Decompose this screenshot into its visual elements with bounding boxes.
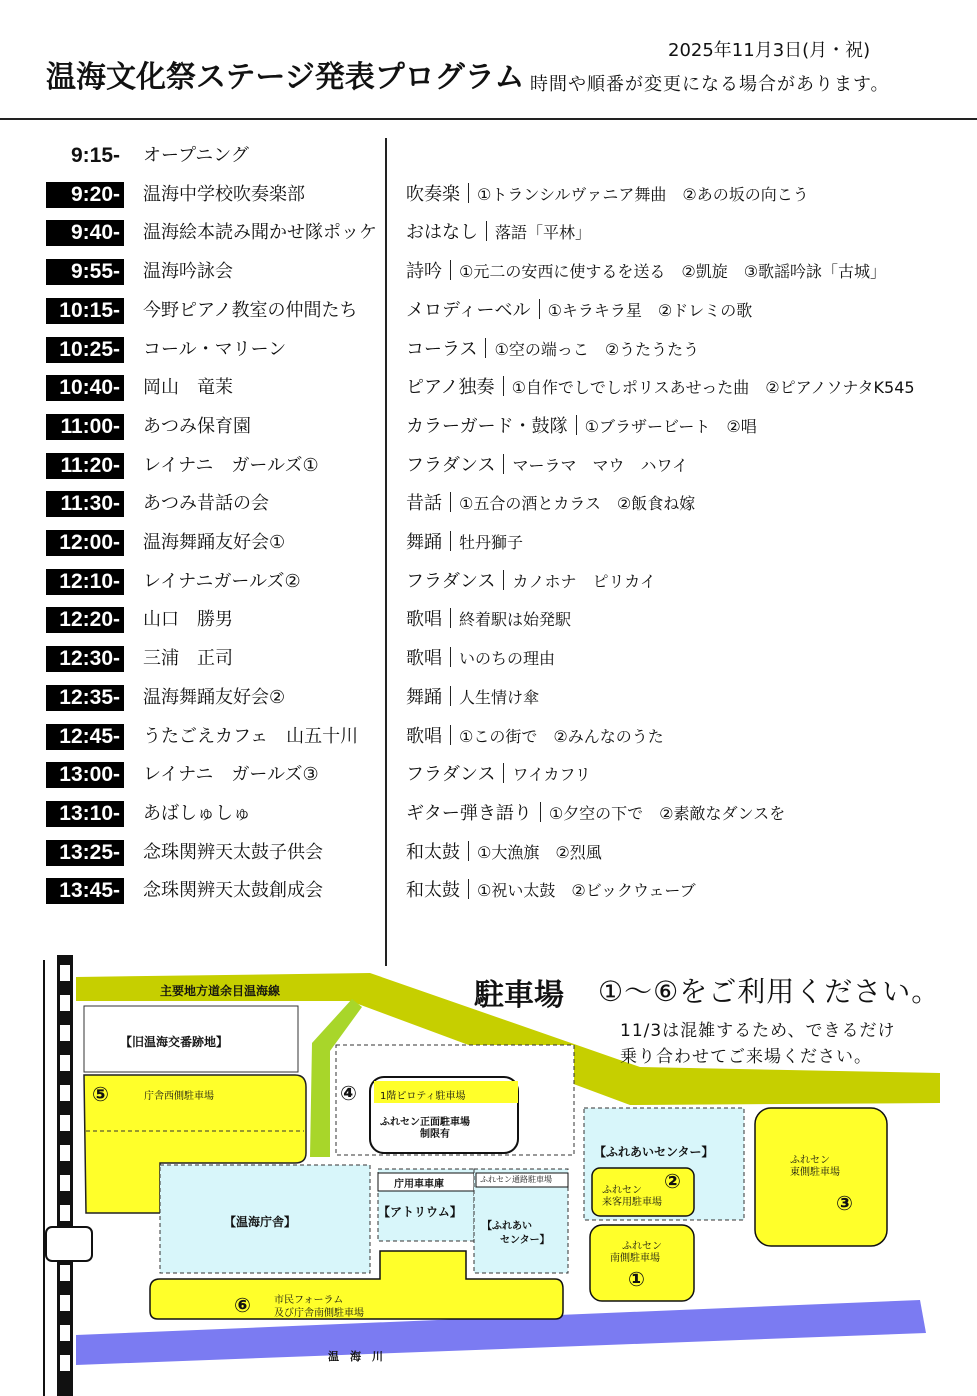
lot-1-label-1: ふれセン <box>622 1241 662 1252</box>
lot-5-number: ⑤ <box>92 1082 109 1106</box>
parking-note-line-2: 乗り合わせてご来場ください。 <box>620 1047 872 1067</box>
time-badge: 13:00- <box>46 762 124 788</box>
performer-name: コール・マリーン <box>143 338 287 360</box>
time-badge: 9:40- <box>46 220 124 246</box>
river-label: 温 海 川 <box>328 1350 383 1363</box>
program-detail <box>406 569 656 595</box>
column-divider <box>385 138 387 966</box>
program-detail <box>406 220 591 246</box>
program-pieces: ①夕空の下で ②素敵なダンスを <box>548 803 786 823</box>
atrium-label: 【アトリウム】 <box>378 1205 462 1219</box>
performer-name: 温海舞踊友好会① <box>143 532 286 553</box>
program-genre: ギター弾き語り <box>406 802 532 824</box>
program-detail <box>406 801 785 827</box>
program-pieces: 落語「平林」 <box>495 223 592 243</box>
performer-name: 温海舞踊友好会② <box>143 686 286 708</box>
schedule-row <box>0 832 977 871</box>
program-genre: 歌唱 <box>406 609 442 631</box>
time-badge: 9:15- <box>70 144 120 167</box>
program-detail <box>406 491 695 517</box>
separator <box>450 686 451 706</box>
lot-4-label-3: 制限有 <box>420 1129 450 1140</box>
program-detail <box>406 607 571 633</box>
fureai-center-label: 【ふれあいセンター】 <box>594 1145 714 1159</box>
program-detail <box>406 724 664 750</box>
program-detail <box>406 182 809 208</box>
schedule-row <box>0 174 977 213</box>
schedule-row <box>0 638 977 677</box>
parking-use-text: ①～⑥をご利用ください。 <box>598 975 941 1008</box>
performer-name: 山口 勝男 <box>143 609 233 631</box>
separator <box>503 454 504 474</box>
program-pieces: マーラマ マウ ハワイ <box>512 455 688 475</box>
schedule-row <box>0 367 977 406</box>
schedule-row <box>0 135 977 174</box>
program-genre: コーラス <box>406 338 478 360</box>
parking-note-line-1: 11/3は混雑するため、できるだけ <box>620 1021 896 1041</box>
program-genre: ピアノ独奏 <box>406 377 495 399</box>
program-pieces: ①キラキラ星 ②ドレミの歌 <box>547 300 753 320</box>
separator <box>576 415 577 435</box>
time-badge: 12:00- <box>46 530 124 556</box>
separator <box>468 879 469 899</box>
program-detail <box>406 840 602 866</box>
program-detail <box>406 259 886 285</box>
time-badge: 11:30- <box>46 491 124 517</box>
performer-name: あばしゅしゅ <box>143 802 251 824</box>
schedule-row <box>0 329 977 368</box>
program-genre: 歌唱 <box>406 648 442 670</box>
program-pieces: ①五合の酒とカラス ②飯食ね嫁 <box>459 494 696 514</box>
separator <box>539 299 540 319</box>
performer-name: レイナニ ガールズ③ <box>143 764 319 786</box>
time-badge: 11:00- <box>46 414 124 440</box>
lot-3-number: ③ <box>836 1191 853 1215</box>
lot-3-label-2: 東側駐車場 <box>790 1167 840 1178</box>
program-genre: メロディーベル <box>406 299 531 321</box>
program-genre: おはなし <box>406 222 478 244</box>
schedule-row <box>0 406 977 445</box>
program-genre: フラダンス <box>406 764 496 786</box>
program-genre: フラダンス <box>406 454 496 476</box>
program-detail <box>406 685 539 711</box>
program-genre: 和太鼓 <box>406 880 460 902</box>
program-pieces: ①トランシルヴァニア舞曲 ②あの坂の向こう <box>477 184 809 204</box>
time-badge: 13:45- <box>46 878 124 904</box>
program-genre: カラーガード・鼓隊 <box>406 415 568 437</box>
lot-2-label-1: ふれセン <box>602 1185 642 1196</box>
performer-name: レイナニ ガールズ① <box>143 454 319 476</box>
separator <box>450 608 451 628</box>
lot-6-label-1: 市民フォーラム <box>274 1295 344 1306</box>
program-pieces: ①元二の安西に使するを送る ②凱旋 ③歌謡吟詠「古城」 <box>459 262 887 282</box>
road-label: 主要地方道余目温海線 <box>160 984 281 998</box>
time-badge: 12:20- <box>46 607 124 633</box>
program-detail <box>406 453 688 479</box>
performer-name: レイナニガールズ② <box>143 570 301 592</box>
separator <box>468 183 469 203</box>
fureai-small-label-1: 【ふれあい <box>482 1221 532 1232</box>
lot-6-number: ⑥ <box>234 1293 251 1317</box>
schedule-row <box>0 522 977 561</box>
program-pieces: ワイカフリ <box>512 765 591 785</box>
separator <box>450 725 451 745</box>
old-police-box-label: 【旧温海交番跡地】 <box>120 1035 229 1049</box>
lot-6-label-2: 及び庁舎南側駐車場 <box>274 1308 364 1319</box>
time-badge: 9:20- <box>46 182 124 208</box>
time-badge: 9:55- <box>46 259 124 285</box>
performer-name: 温海吟詠会 <box>143 261 233 283</box>
separator <box>486 221 487 241</box>
program-detail <box>406 337 699 363</box>
program-detail <box>406 530 523 556</box>
time-badge: 13:25- <box>46 840 124 866</box>
performer-name: 岡山 竜茉 <box>143 377 233 399</box>
program-genre: 舞踊 <box>406 686 442 708</box>
performer-name: 温海絵本読み聞かせ隊ポッケ <box>143 222 377 244</box>
time-badge: 12:10- <box>46 569 124 595</box>
time-badge: 10:25- <box>46 337 124 363</box>
schedule-row <box>0 483 977 522</box>
separator <box>468 841 469 861</box>
performer-name: 温海中学校吹奏楽部 <box>143 183 305 205</box>
schedule-row <box>0 212 977 251</box>
lot-4-number: ④ <box>340 1081 357 1105</box>
program-detail <box>406 878 696 904</box>
office-label: 【温海庁舎】 <box>224 1215 297 1229</box>
lot-1-number: ① <box>628 1267 645 1291</box>
program-pieces: いのちの理由 <box>459 649 556 669</box>
performer-name: 念珠関辨天太鼓創成会 <box>143 880 323 902</box>
program-pieces: カノホナ ピリカイ <box>512 571 656 591</box>
lot-2-label-2: 来客用駐車場 <box>602 1197 662 1208</box>
time-badge: 10:15- <box>46 298 124 324</box>
performer-name: あつみ保育園 <box>143 415 251 437</box>
page-title: 温海文化祭ステージ発表プログラム <box>46 60 525 95</box>
time-badge: 12:30- <box>46 646 124 672</box>
lot-1-label-2: 南側駐車場 <box>610 1253 660 1264</box>
program-detail <box>406 298 752 324</box>
performer-name: あつみ昔話の会 <box>143 493 269 515</box>
schedule-row <box>0 251 977 290</box>
separator <box>503 570 504 590</box>
time-badge: 13:10- <box>46 801 124 827</box>
program-genre: フラダンス <box>406 570 496 592</box>
parking-heading: 駐車場 <box>474 978 564 1013</box>
change-notice: 時間や順番が変更になる場合があります。 <box>530 74 890 95</box>
program-detail <box>406 646 555 672</box>
schedule-row <box>0 793 977 832</box>
program-genre: 昔話 <box>406 493 442 515</box>
schedule-row <box>0 445 977 484</box>
program-detail <box>406 375 915 401</box>
separator <box>450 260 451 280</box>
separator <box>450 531 451 551</box>
fureai-small-label-2: センター】 <box>500 1235 550 1246</box>
program-pieces: ①自作でしでしポリスあせった曲 ②ピアノソナタK545 <box>511 378 915 398</box>
schedule-row <box>0 716 977 755</box>
program-pieces: 終着駅は始発駅 <box>459 610 572 630</box>
lot-3-label-1: ふれセン <box>790 1155 830 1166</box>
office-garage-label: 庁用車車庫 <box>394 1179 444 1190</box>
separator <box>503 763 504 783</box>
separator <box>540 802 541 822</box>
schedule-row <box>0 677 977 716</box>
lot-4-label-1: 1階ピロティ駐車場 <box>380 1091 466 1102</box>
performer-name: オープニング <box>143 145 249 166</box>
schedule-row <box>0 754 977 793</box>
performer-name: うたごえカフェ 山五十川 <box>143 725 359 747</box>
program-genre: 歌唱 <box>406 725 442 747</box>
program-detail <box>406 762 591 788</box>
lot-2-number: ② <box>664 1169 681 1193</box>
schedule-row <box>0 870 977 909</box>
lot-4-label-2: ふれセン正面駐車場 <box>380 1117 470 1128</box>
schedule-row <box>0 599 977 638</box>
program-pieces: ①この街で ②みんなのうた <box>459 726 664 746</box>
event-date: 2025年11月3日(月・祝) <box>668 40 871 61</box>
program-genre: 舞踊 <box>406 532 442 553</box>
performer-name: 念珠関辨天太鼓子供会 <box>143 841 323 863</box>
separator <box>503 376 504 396</box>
schedule-row <box>0 561 977 600</box>
time-badge: 10:40- <box>46 375 124 401</box>
performer-name: 三浦 正司 <box>143 648 233 670</box>
program-pieces: ①祝い太鼓 ②ビックウェーブ <box>477 881 696 901</box>
separator <box>450 492 451 512</box>
header-divider <box>0 118 977 120</box>
time-badge: 12:45- <box>46 724 124 750</box>
program-pieces: 人生情け傘 <box>459 687 540 707</box>
program-pieces: ①空の端っこ ②うたうたう <box>494 339 700 359</box>
schedule-row <box>0 290 977 329</box>
program-pieces: 牡丹獅子 <box>459 533 524 552</box>
separator <box>450 647 451 667</box>
program-genre: 吹奏楽 <box>406 183 460 205</box>
passage-lot-label: ふれセン通路駐車場 <box>480 1175 552 1184</box>
performer-name: 今野ピアノ教室の仲間たち <box>143 299 358 321</box>
program-pieces: ①ブラザービート ②唱 <box>584 416 757 436</box>
time-badge: 12:35- <box>46 685 124 711</box>
lot-5-label: 庁舎西側駐車場 <box>144 1091 214 1102</box>
program-detail <box>406 414 757 440</box>
program-genre: 詩吟 <box>406 261 442 283</box>
program-pieces: ①大漁旗 ②烈風 <box>477 842 602 862</box>
separator <box>485 338 486 358</box>
time-badge: 11:20- <box>46 453 124 479</box>
program-genre: 和太鼓 <box>406 841 460 863</box>
